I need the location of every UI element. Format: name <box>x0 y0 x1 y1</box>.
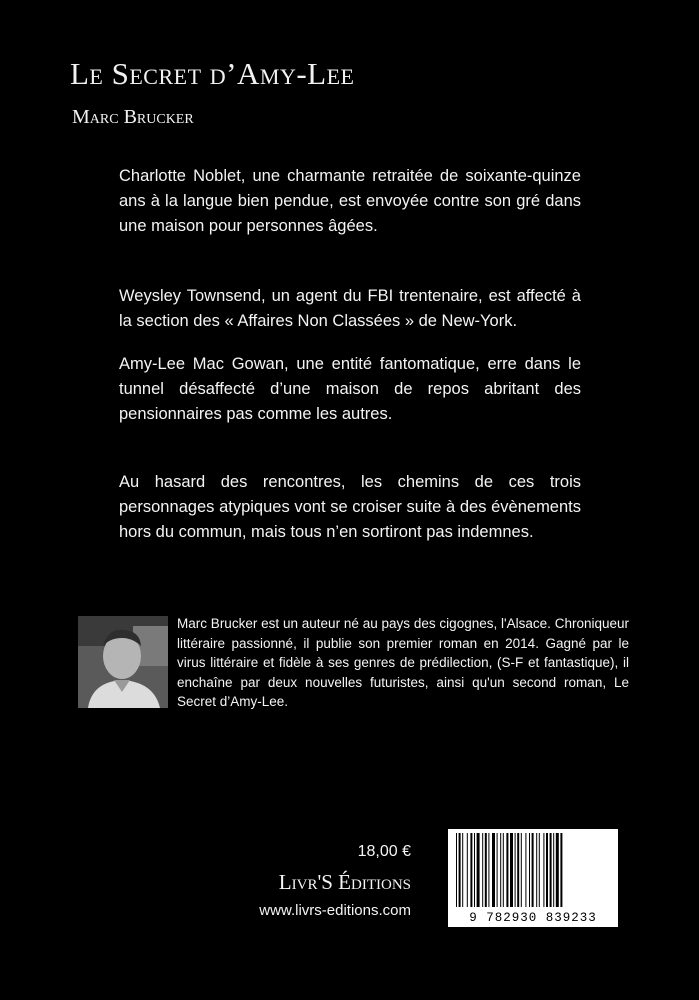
author-bio: Marc Brucker est un auteur né au pays des cigognes, l'Alsace. Chroniqueur littéraire passionné, il publie son premier roman en 2014. Gagné par le virus littéraire et fidèle à ses genres de prédilection, (S-F et fantastique), il enchaîne par deux nouvelles futuristes, ainsi qu'un second roman, Le Secret d’Amy-Lee. <box>177 616 629 709</box>
author-portrait-icon <box>78 616 168 708</box>
author-photo <box>78 616 168 708</box>
publisher-website: www.livrs-editions.com <box>259 902 411 919</box>
synopsis-paragraph-3: Amy-Lee Mac Gowan, une entité fantomatique, erre dans le tunnel désaffecté d’une maison de repos abritant des pensionnaires pas comme les autres. <box>119 355 581 423</box>
publisher-name: Livr'S Éditions <box>278 870 411 894</box>
synopsis-paragraph-1: Charlotte Noblet, une charmante retraitée de soixante-quinze ans à la langue bien pendue, est envoyée contre son gré dans une maison pour personnes âgées. <box>119 167 581 235</box>
book-author: Marc Brucker <box>72 106 194 128</box>
barcode-bars-icon <box>454 833 612 907</box>
price: 18,00 € <box>357 843 411 860</box>
isbn-number: 9 782930 839233 <box>469 911 597 925</box>
book-title: Le Secret d’Amy-Lee <box>70 56 355 91</box>
barcode <box>448 829 618 927</box>
synopsis-paragraph-4: Au hasard des rencontres, les chemins de ces trois personnages atypiques vont se croiser suite à des évènements hors du commun, mais tous n’en sortiront pas indemnes. <box>119 473 581 541</box>
synopsis-paragraph-2: Weysley Townsend, un agent du FBI trentenaire, est affecté à la section des « Affaires Non Classées » de New-York. <box>119 287 581 330</box>
